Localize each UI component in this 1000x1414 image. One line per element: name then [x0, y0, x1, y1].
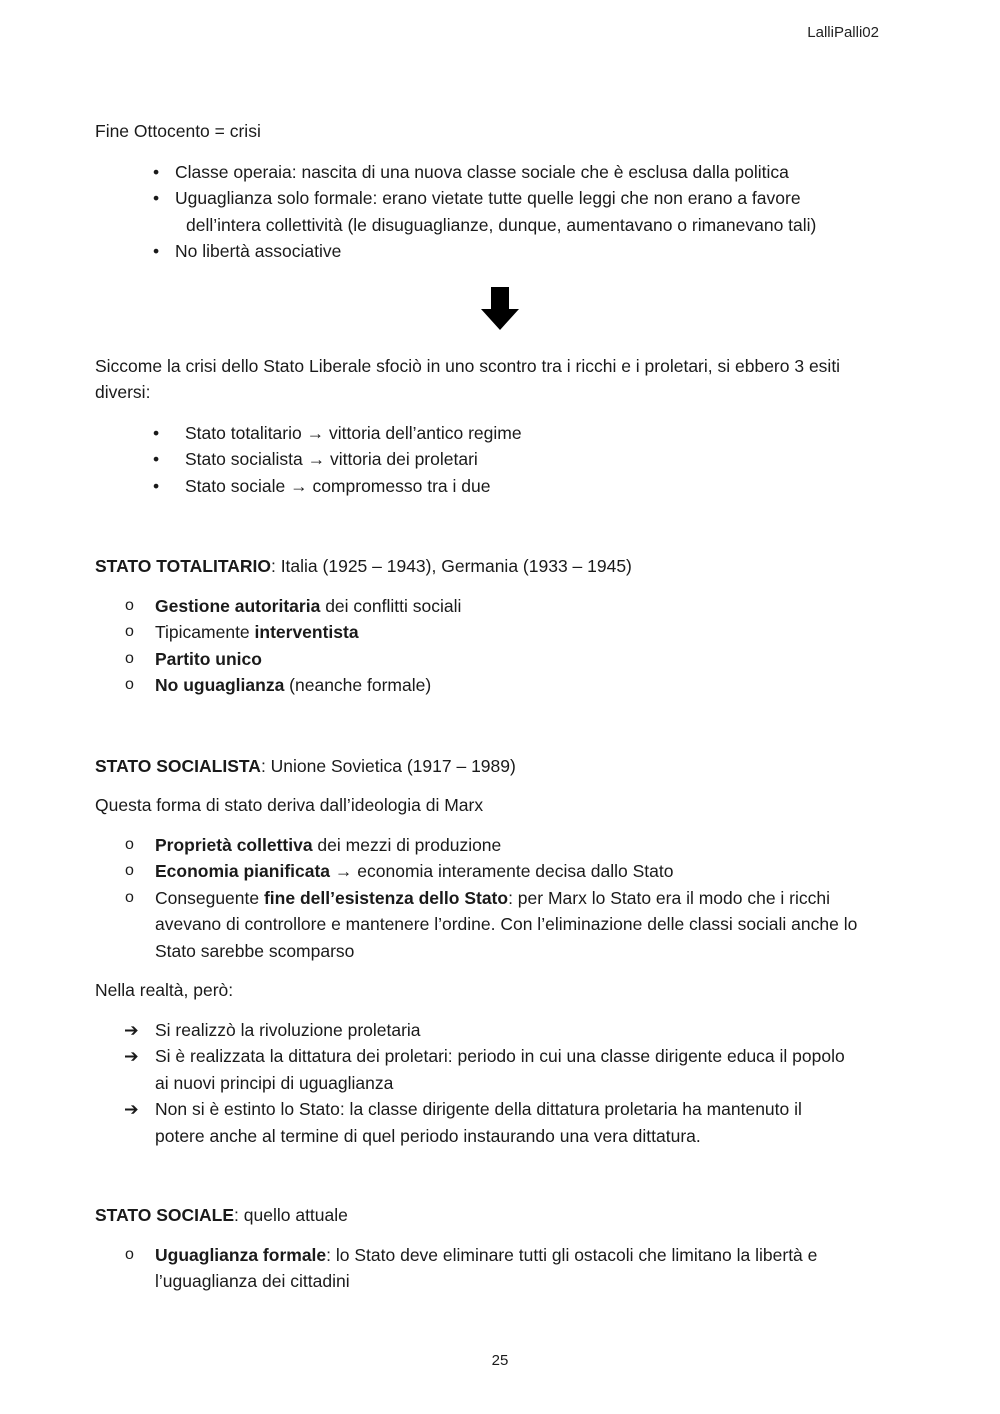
intro-heading: Fine Ottocento = crisi: [95, 121, 261, 141]
list-item: o No uguaglianza (neanche formale): [155, 672, 910, 699]
list-item: • Stato totalitario → vittoria dell’antico regime: [185, 420, 910, 447]
header-tag: LalliPalli02: [807, 24, 879, 41]
list-item: ➔ Si realizzò la rivoluzione proletaria: [155, 1017, 910, 1044]
arrow-bullet-icon: ➔: [124, 1099, 139, 1119]
circle-bullet-icon: o: [125, 1245, 134, 1263]
page-content: [95, 118, 910, 1295]
list-item-text: dell’intera collettività (le disuguaglianze, dunque, aumentavano o rimanevano tali): [186, 214, 817, 235]
circle-bullet-icon: o: [125, 888, 134, 906]
list-item: o Conseguente fine dell’esistenza dello Stato: per Marx lo Stato era il modo che i ricchi avevano di controllore e mantenere l’ordine. Con l’eliminazione delle classi sociali anche lo Stato sarebbe scomparso: [155, 885, 910, 965]
section-title-sociale: STATO SOCIALE: quello attuale: [95, 1205, 348, 1225]
arrow-bullet-icon: ➔: [124, 1046, 139, 1066]
intro-bullet-list: [95, 159, 910, 265]
circle-bullet-icon: o: [125, 623, 134, 640]
list-item-text: No libertà associative: [175, 241, 342, 261]
reality-intro: Nella realtà, però:: [95, 980, 234, 1000]
arrow-right-icon: →: [306, 422, 325, 443]
bullet-icon: •: [153, 241, 160, 261]
list-item: o Tipicamente interventista: [155, 619, 910, 646]
page-number: 25: [491, 1352, 509, 1369]
section-title-socialista: STATO SOCIALISTA: Unione Sovietica (1917 – 1989): [95, 755, 516, 776]
list-item: o Partito unico: [155, 646, 910, 673]
down-arrow-icon: [480, 287, 520, 331]
circle-bullet-icon: o: [125, 676, 134, 693]
list-item: o Economia pianificata → economia interamente decisa dallo Stato: [155, 858, 910, 885]
bullet-icon: •: [153, 161, 160, 182]
circle-bullet-icon: o: [125, 835, 134, 853]
arrow-bullet-icon: ➔: [124, 1019, 139, 1040]
sociale-list: [95, 1242, 910, 1295]
crisis-paragraph: Siccome la crisi dello Stato Liberale sfociò in uno scontro tra i ricchi e i proletari, si ebbero 3 esiti diversi:: [95, 355, 841, 402]
totalitario-list: [95, 593, 910, 699]
circle-bullet-icon: o: [125, 596, 134, 614]
list-item-text: Uguaglianza solo formale: erano vietate tutte quelle leggi che non erano a favore: [175, 188, 801, 208]
outcomes-list: [95, 420, 910, 500]
list-item: • Stato sociale → compromesso tra i due: [185, 473, 910, 500]
bullet-icon: •: [153, 422, 160, 443]
bullet-icon: •: [153, 449, 160, 469]
bullet-icon: •: [153, 188, 160, 208]
list-item: o Uguaglianza formale: lo Stato deve eliminare tutti gli ostacoli che limitano la libertà e l’uguaglianza dei cittadini: [155, 1242, 910, 1295]
list-item: o Proprietà collettiva dei mezzi di produzione: [155, 832, 910, 859]
arrow-right-icon: →: [290, 475, 308, 496]
list-item: o Gestione autoritaria dei conflitti sociali: [155, 593, 910, 620]
circle-bullet-icon: o: [125, 862, 134, 879]
list-item: [153, 159, 910, 186]
circle-bullet-icon: o: [125, 649, 134, 667]
reality-list: [95, 1017, 910, 1150]
bullet-icon: •: [153, 475, 160, 496]
list-item: ➔ Si è realizzata la dittatura dei proletari: periodo in cui una classe dirigente educa il popolo ai nuovi principi di uguaglianza: [155, 1043, 910, 1096]
arrow-right-icon: →: [307, 449, 326, 469]
socialista-list: [95, 832, 910, 965]
list-item: ➔ Non si è estinto lo Stato: la classe dirigente della dittatura proletaria ha mantenuto il potere anche al termine di quel periodo instaurando una vera dittatura.: [155, 1096, 910, 1149]
list-item: • Stato socialista → vittoria dei proletari: [185, 446, 910, 473]
arrow-container: [95, 265, 910, 353]
section-title-totalitario: STATO TOTALITARIO: Italia (1925 – 1943), Germania (1933 – 1945): [95, 556, 632, 576]
socialista-intro: Questa forma di stato deriva dall’ideologia di Marx: [95, 795, 484, 815]
list-item: [153, 238, 910, 265]
list-item: [153, 185, 910, 238]
list-item-text: Classe operaia: nascita di una nuova classe sociale che è esclusa dalla politica: [175, 161, 789, 182]
